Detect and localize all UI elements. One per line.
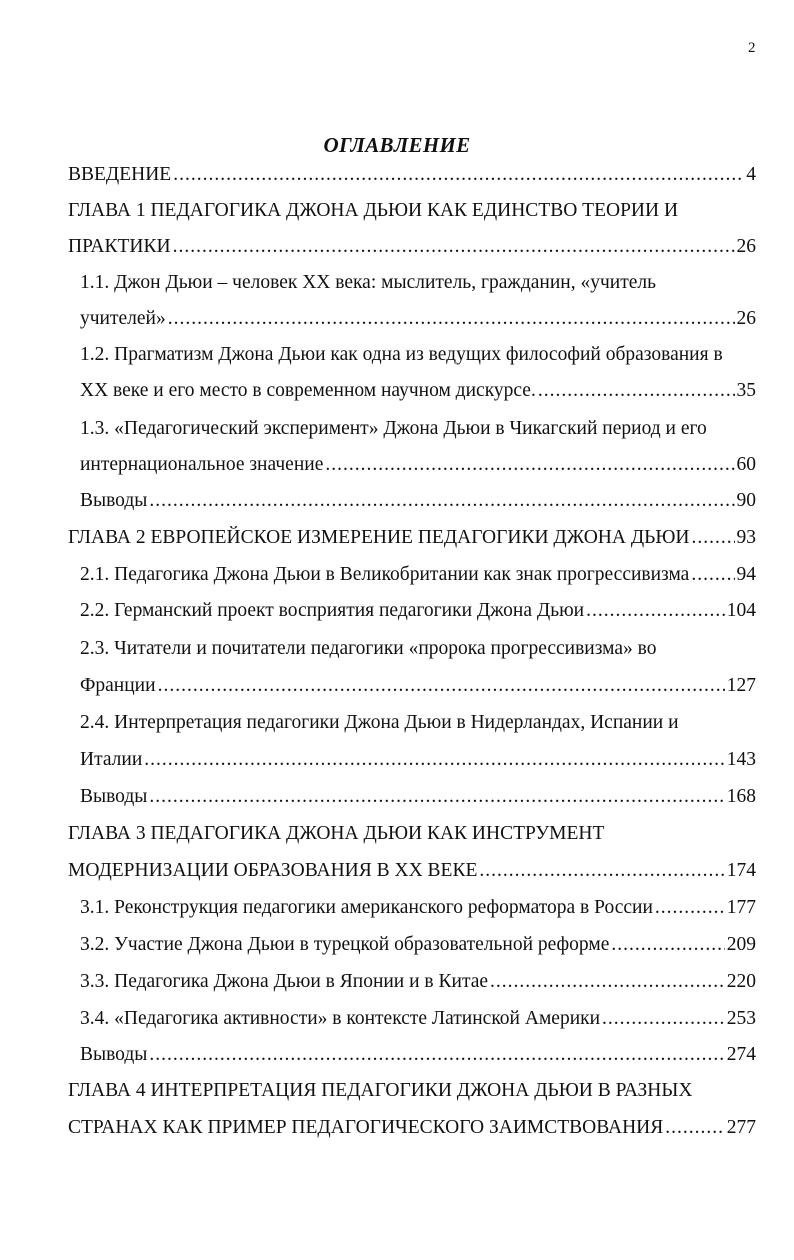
toc-entry-chapter-3-cont[interactable] bbox=[68, 857, 756, 885]
toc-entry-chapter-2[interactable] bbox=[68, 524, 756, 552]
toc-page-number: 26 bbox=[736, 236, 756, 257]
toc-entry-text: 3.4. «Педагогика активности» в контексте Латинской Америки bbox=[80, 1008, 601, 1029]
toc-entry-chapter-1-cont[interactable] bbox=[68, 233, 756, 261]
toc-entry-text: Выводы bbox=[80, 1044, 148, 1065]
toc-entry-text: Италии bbox=[80, 749, 143, 770]
toc-page-number: 93 bbox=[736, 527, 756, 548]
toc-page-number: 104 bbox=[726, 600, 756, 621]
toc-page-number: 220 bbox=[726, 971, 756, 992]
toc-entry-1-1[interactable] bbox=[80, 269, 756, 297]
dot-leader bbox=[149, 1041, 724, 1069]
toc-entry-2-3-cont[interactable] bbox=[80, 672, 756, 700]
toc-entry-chapter-3[interactable] bbox=[68, 820, 756, 848]
toc-entry-text: ПРАКТИКИ bbox=[68, 236, 171, 257]
toc-page-number: 60 bbox=[736, 454, 756, 475]
dot-leader bbox=[144, 746, 724, 774]
dot-leader bbox=[173, 233, 735, 261]
toc-page-number: 209 bbox=[726, 934, 756, 955]
toc-entry-introduction[interactable] bbox=[68, 161, 756, 189]
toc-entry-text: 1.1. Джон Дьюи – человек XX века: мыслитель, гражданин, «учитель bbox=[80, 272, 656, 293]
toc-entry-conclusions-3[interactable] bbox=[80, 1041, 756, 1069]
toc-entry-2-4[interactable] bbox=[80, 709, 756, 737]
toc-entry-text: интернациональное значение bbox=[80, 454, 324, 475]
toc-entry-3-1[interactable] bbox=[80, 894, 756, 922]
toc-entry-text: ВВЕДЕНИЕ bbox=[68, 164, 172, 185]
toc-entry-text: ГЛАВА 4 ИНТЕРПРЕТАЦИЯ ПЕДАГОГИКИ ДЖОНА ДЬЮИ В РАЗНЫХ bbox=[68, 1080, 693, 1101]
toc-entry-text: ГЛАВА 3 ПЕДАГОГИКА ДЖОНА ДЬЮИ КАК ИНСТРУМЕНТ bbox=[68, 823, 605, 844]
dot-leader bbox=[149, 783, 724, 811]
dot-leader bbox=[479, 857, 724, 885]
toc-page-number: 4 bbox=[746, 164, 756, 185]
toc-entry-text: ГЛАВА 1 ПЕДАГОГИКА ДЖОНА ДЬЮИ КАК ЕДИНСТВО ТЕОРИИ И bbox=[68, 200, 679, 221]
toc-page-number: 90 bbox=[736, 490, 756, 511]
toc-page-number: 26 bbox=[736, 308, 756, 329]
toc-page-number: 35 bbox=[736, 380, 756, 401]
dot-leader bbox=[691, 561, 734, 589]
dot-leader bbox=[158, 672, 725, 700]
dot-leader bbox=[655, 894, 725, 922]
toc-entry-text: 1.2. Прагматизм Джона Дьюи как одна из ведущих философий образования в bbox=[80, 344, 723, 365]
dot-leader bbox=[611, 931, 724, 959]
toc-entry-2-4-cont[interactable] bbox=[80, 746, 756, 774]
toc-entry-2-2[interactable] bbox=[80, 597, 756, 625]
toc-entry-2-1[interactable] bbox=[80, 561, 756, 589]
toc-entry-text: 2.2. Германский проект восприятия педагогики Джона Дьюи bbox=[80, 600, 585, 621]
toc-entry-chapter-1[interactable] bbox=[68, 197, 756, 225]
toc-entry-3-4[interactable] bbox=[80, 1005, 756, 1033]
toc-title: ОГЛАВЛЕНИЕ bbox=[323, 133, 471, 157]
toc-entry-1-2[interactable] bbox=[80, 341, 756, 369]
toc-entry-text: 2.1. Педагогика Джона Дьюи в Великобритании как знак прогрессивизма bbox=[80, 564, 690, 585]
page-number: 2 bbox=[748, 40, 756, 56]
dot-leader bbox=[691, 524, 734, 552]
toc-page-number: 94 bbox=[736, 564, 756, 585]
toc-entry-2-3[interactable] bbox=[80, 635, 756, 663]
dot-leader bbox=[168, 305, 735, 333]
toc-entry-text: Выводы bbox=[80, 490, 148, 511]
toc-entry-text: 3.3. Педагогика Джона Дьюи в Японии и в Китае bbox=[80, 971, 489, 992]
dot-leader bbox=[586, 597, 725, 625]
toc-entry-text: МОДЕРНИЗАЦИИ ОБРАЗОВАНИЯ В XX ВЕКЕ bbox=[68, 860, 478, 881]
toc-page-number: 277 bbox=[726, 1117, 756, 1138]
toc-entry-1-1-cont[interactable] bbox=[80, 305, 756, 333]
toc-entry-text: 3.2. Участие Джона Дьюи в турецкой образовательной реформе bbox=[80, 934, 610, 955]
toc-entry-text: ГЛАВА 2 ЕВРОПЕЙСКОЕ ИЗМЕРЕНИЕ ПЕДАГОГИКИ ДЖОНА ДЬЮИ bbox=[68, 527, 690, 548]
dot-leader bbox=[325, 451, 734, 479]
toc-entry-1-3-cont[interactable] bbox=[80, 451, 756, 479]
toc-entry-text: 3.1. Реконструкция педагогики американского реформатора в России bbox=[80, 897, 653, 918]
dot-leader bbox=[665, 1114, 724, 1142]
toc-entry-conclusions-1[interactable] bbox=[80, 487, 756, 515]
toc-page-number: 143 bbox=[726, 749, 756, 770]
toc-entry-1-2-cont[interactable] bbox=[80, 377, 756, 405]
toc-page-number: 274 bbox=[726, 1044, 756, 1065]
toc-page-number: 177 bbox=[726, 897, 756, 918]
toc-entry-text: СТРАНАХ КАК ПРИМЕР ПЕДАГОГИЧЕСКОГО ЗАИМСТВОВАНИЯ bbox=[68, 1117, 664, 1138]
toc-entry-text: 1.3. «Педагогический эксперимент» Джона Дьюи в Чикагский период и его bbox=[80, 418, 707, 439]
toc-entry-3-3[interactable] bbox=[80, 968, 756, 996]
toc-entry-text: XX веке и его место в современном научном дискурсе. bbox=[80, 380, 536, 401]
toc-entry-1-3[interactable] bbox=[80, 415, 756, 443]
toc-entry-text: 2.4. Интерпретация педагогики Джона Дьюи в Нидерландах, Испании и bbox=[80, 712, 679, 733]
toc-page-number: 174 bbox=[726, 860, 756, 881]
toc-entry-conclusions-2[interactable] bbox=[80, 783, 756, 811]
toc-entry-text: учителей» bbox=[80, 308, 166, 329]
dot-leader bbox=[173, 161, 744, 189]
toc-entry-chapter-4[interactable] bbox=[68, 1077, 756, 1105]
toc-page-number: 127 bbox=[726, 675, 756, 696]
toc-entry-text: Франции bbox=[80, 675, 156, 696]
toc-page-number: 168 bbox=[726, 786, 756, 807]
dot-leader bbox=[149, 487, 734, 515]
toc-entry-chapter-4-cont[interactable] bbox=[68, 1114, 756, 1142]
toc-entry-3-2[interactable] bbox=[80, 931, 756, 959]
toc-page-number: 253 bbox=[726, 1008, 756, 1029]
dot-leader bbox=[602, 1005, 725, 1033]
toc-entry-text: Выводы bbox=[80, 786, 148, 807]
dot-leader bbox=[538, 377, 735, 405]
dot-leader bbox=[490, 968, 725, 996]
toc-entry-text: 2.3. Читатели и почитатели педагогики «пророка прогрессивизма» во bbox=[80, 638, 657, 659]
